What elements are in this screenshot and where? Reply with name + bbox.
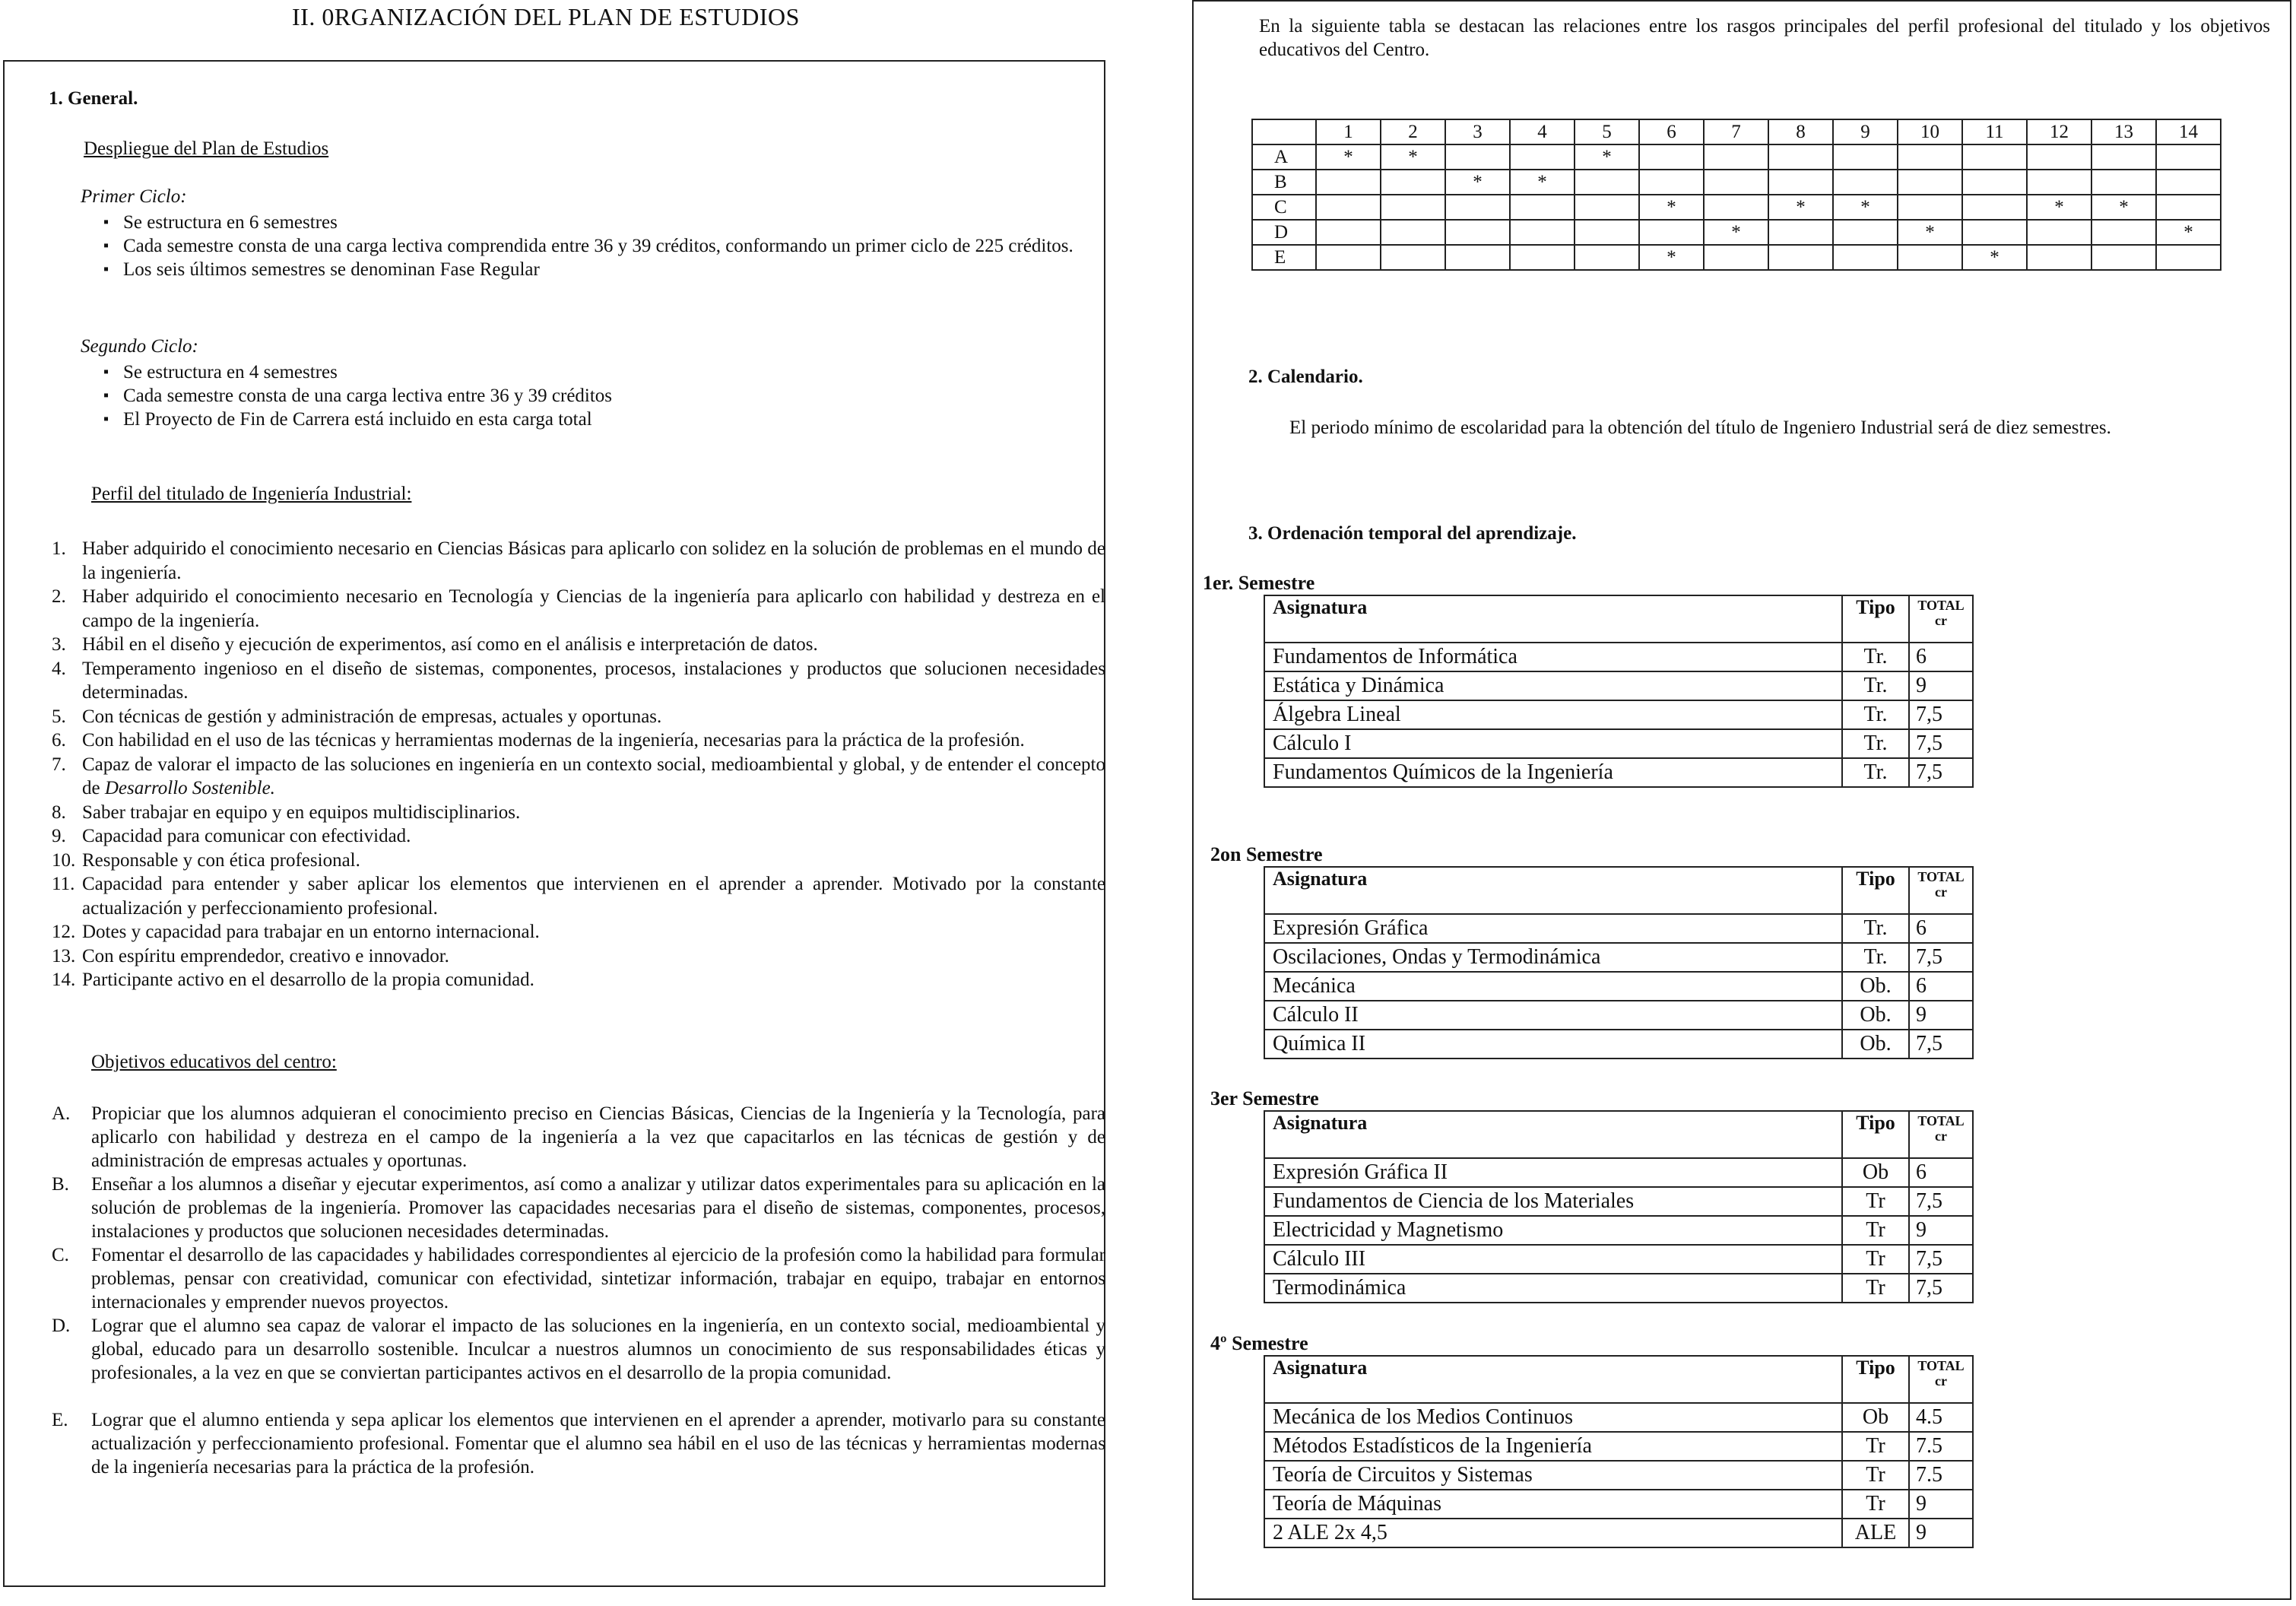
asignatura-cell: Métodos Estadísticos de la Ingeniería (1264, 1432, 1842, 1461)
perfil-item (52, 633, 1105, 657)
table-row (1264, 1274, 1973, 1303)
perfil-item (52, 657, 1105, 705)
segundo-ciclo-list (103, 360, 1101, 431)
item-letter: B. (52, 1174, 69, 1195)
tipo-cell: Tr. (1842, 700, 1909, 729)
item-text: Haber adquirido el conocimiento necesario en Ciencias Básicas para aplicarlo con solidez en la solución de problemas en el mundo de la ingeniería. (82, 538, 1105, 583)
matrix-cell (1445, 220, 1510, 245)
asignatura-cell: Cálculo III (1264, 1245, 1842, 1274)
matrix-corner-cell (1252, 119, 1316, 144)
item-text: Con técnicas de gestión y administración de empresas, actuales y oportunas. (82, 706, 662, 727)
matrix-col-header: 13 (2091, 119, 2156, 144)
matrix-cell (1768, 170, 1833, 195)
tipo-cell: Ob. (1842, 1001, 1909, 1030)
item-text: Capaz de valorar el impacto de las soluciones en ingeniería en un contexto social, medioambiental y global, y de entender el concepto de (82, 754, 1105, 798)
matrix-cell (1575, 220, 1639, 245)
perfil-item (52, 537, 1105, 585)
asignatura-cell: Expresión Gráfica II (1264, 1158, 1842, 1187)
matrix-row-header: A (1252, 144, 1316, 170)
item-text: Lograr que el alumno entienda y sepa aplicar los elementos que intervienen en el aprender a aprender, motivarlo para su constante actualización y perfeccionamiento profesional. Fomentar que el alumno sea hábil en el uso de las técnicas y herramientas modernas de la ingeniería necesarias para la práctica de la profesión. (91, 1410, 1105, 1477)
matrix-cell (1445, 195, 1510, 220)
item-emphasis: Desarrollo Sostenible. (104, 778, 275, 798)
credits-cell: 7.5 (1909, 1461, 1973, 1490)
table-row (1264, 943, 1973, 972)
asignatura-cell: Mecánica (1264, 972, 1842, 1001)
matrix-cell (2091, 245, 2156, 270)
table-row (1264, 1403, 1973, 1432)
table-row (1264, 914, 1973, 943)
matrix-cell (1639, 220, 1704, 245)
asignatura-cell: 2 ALE 2x 4,5 (1264, 1519, 1842, 1547)
matrix-cell: * (1704, 220, 1768, 245)
asignatura-cell: Estática y Dinámica (1264, 671, 1842, 700)
semester-header-row (1264, 595, 1973, 643)
semester-title: 4º Semestre (1210, 1332, 1308, 1354)
matrix-cell (2091, 220, 2156, 245)
matrix-col-header: 1 (1316, 119, 1381, 144)
total-label: TOTAL (1917, 869, 1965, 884)
matrix-cell (2027, 245, 2091, 270)
matrix-col-header: 12 (2027, 119, 2091, 144)
matrix-cell: * (1962, 245, 2027, 270)
despliegue-heading: Despliegue del Plan de Estudios (84, 138, 329, 159)
asignatura-cell: Teoría de Circuitos y Sistemas (1264, 1461, 1842, 1490)
tipo-cell: Tr (1842, 1432, 1909, 1461)
perfil-list (52, 537, 1105, 992)
tipo-cell: Tr. (1842, 729, 1909, 758)
matrix-cell (1575, 245, 1639, 270)
matrix-col-header: 14 (2156, 119, 2221, 144)
credits-cell: 7,5 (1909, 700, 1973, 729)
matrix-cell (2091, 170, 2156, 195)
matrix-col-header: 6 (1639, 119, 1704, 144)
objetivos-list (52, 1102, 1105, 1479)
matrix-cell (1381, 195, 1445, 220)
item-letter: D. (52, 1316, 71, 1336)
matrix-row (1252, 220, 2221, 245)
tipo-cell: Tr (1842, 1274, 1909, 1303)
matrix-col-header: 10 (1898, 119, 1962, 144)
item-number: 2. (52, 586, 66, 607)
item-letter: E. (52, 1410, 68, 1430)
matrix-cell (1639, 170, 1704, 195)
segundo-ciclo-label: Segundo Ciclo: (81, 336, 198, 357)
asignatura-cell: Oscilaciones, Ondas y Termodinámica (1264, 943, 1842, 972)
matrix-cell (1768, 144, 1833, 170)
table-row (1264, 1432, 1973, 1461)
cr-label: cr (1935, 1373, 1947, 1389)
tipo-cell: Tr (1842, 1187, 1909, 1216)
item-text: Con espíritu emprendedor, creativo e innovador. (82, 945, 449, 966)
matrix-cell: * (1510, 170, 1575, 195)
matrix-cell (1833, 245, 1898, 270)
table-row (1264, 729, 1973, 758)
item-text: Dotes y capacidad para trabajar en un entorno internacional. (82, 922, 540, 942)
item-letter: A. (52, 1103, 71, 1124)
section-general-heading: 1. General. (49, 88, 138, 109)
tipo-cell: Tr. (1842, 914, 1909, 943)
perfil-heading: Perfil del titulado de Ingeniería Industrial: (91, 484, 412, 504)
item-number: 12. (52, 922, 76, 942)
matrix-cell: * (2027, 195, 2091, 220)
matrix-cell (1768, 220, 1833, 245)
matrix-cell (2027, 144, 2091, 170)
item-text: Propiciar que los alumnos adquieran el conocimiento preciso en Ciencias Básicas, Ciencias de la Ingeniería y la Tecnología, para aplicarlo con habilidad y destreza en el campo de la ingeniería a la vez que capacitarlos en las técnicas de gestión y de administración de empresas actuales y oportunas. (91, 1103, 1105, 1171)
page-title: II. 0RGANIZACIÓN DEL PLAN DE ESTUDIOS (292, 3, 800, 30)
item-number: 8. (52, 801, 66, 823)
perfil-item (52, 705, 1105, 729)
table-row (1264, 1030, 1973, 1058)
tipo-cell: Tr. (1842, 643, 1909, 671)
calendario-heading: 2. Calendario. (1248, 367, 1363, 387)
matrix-cell (2156, 144, 2221, 170)
semester-header-row (1264, 867, 1973, 914)
matrix-cell (2156, 195, 2221, 220)
asignatura-cell: Química II (1264, 1030, 1842, 1058)
list-item: ▪ Cada semestre consta de una carga lectiva entre 36 y 39 créditos (103, 384, 1101, 408)
matrix-cell: * (1768, 195, 1833, 220)
matrix-cell: * (1833, 195, 1898, 220)
semester-table (1264, 1110, 1974, 1303)
matrix-row-header: E (1252, 245, 1316, 270)
table-row (1264, 1187, 1973, 1216)
item-text: Capacidad para entender y saber aplicar los elementos que intervienen en el aprender a aprender. Motivado por la constante actualización y perfeccionamiento profesional. (82, 874, 1105, 919)
semester-header-row (1264, 1356, 1973, 1403)
item-number: 4. (52, 658, 66, 679)
matrix-row-header: C (1252, 195, 1316, 220)
matrix-cell (1510, 144, 1575, 170)
item-text: Con habilidad en el uso de las técnicas y herramientas modernas de la ingeniería, necesarias para la práctica de la profesión. (82, 730, 1025, 751)
matrix-cell (1510, 195, 1575, 220)
table-row (1264, 1519, 1973, 1547)
table-row (1264, 1490, 1973, 1519)
matrix-cell (1768, 245, 1833, 270)
table-row (1264, 972, 1973, 1001)
primer-ciclo-label: Primer Ciclo: (81, 186, 187, 207)
list-item: ▪ Se estructura en 6 semestres (103, 211, 1101, 234)
matrix-cell: * (2091, 195, 2156, 220)
matrix-cell (1316, 245, 1381, 270)
total-cr-header (1909, 595, 1973, 643)
matrix-cell (1381, 245, 1445, 270)
matrix-cell (2091, 144, 2156, 170)
semester-title: 2on Semestre (1210, 843, 1323, 865)
asignatura-header: Asignatura (1264, 1356, 1842, 1403)
calendario-text: El periodo mínimo de escolaridad para la obtención del título de Ingeniero Industrial será de diez semestres. (1289, 417, 2111, 438)
matrix-cell (1962, 195, 2027, 220)
item-number: 5. (52, 706, 66, 727)
asignatura-cell: Fundamentos Químicos de la Ingeniería (1264, 758, 1842, 787)
item-text: Fomentar el desarrollo de las capacidades y habilidades correspondientes al ejercicio de la profesión como la habilidad para formular problemas, pensar con creatividad, comunicar con efectividad, sintetizar información, trabajar en equipo, trabajar en entornos internacionales y emprender nuevos proyectos. (91, 1245, 1105, 1312)
matrix-cell (1510, 220, 1575, 245)
list-item: ▪ Se estructura en 4 semestres (103, 360, 1101, 384)
matrix-cell (1898, 245, 1962, 270)
item-text: Lograr que el alumno sea capaz de valorar el impacto de las soluciones en la ingeniería, en un contexto social, medioambiental y global, educado para un desarrollo sostenible. Inculcar a nuestros alumnos un conocimiento de sus responsabilidades éticas y profesionales, a la vez en que se conviertan participantes activos en el desarrollo de la propia comunidad. (91, 1316, 1105, 1383)
asignatura-header: Asignatura (1264, 867, 1842, 914)
credits-cell: 4.5 (1909, 1403, 1973, 1432)
perfil-item (52, 968, 1105, 992)
matrix-cell (1445, 245, 1510, 270)
item-number: 9. (52, 826, 66, 846)
asignatura-cell: Electricidad y Magnetismo (1264, 1216, 1842, 1245)
matrix-col-header: 5 (1575, 119, 1639, 144)
credits-cell: 9 (1909, 671, 1973, 700)
list-item: ▪ Cada semestre consta de una carga lectiva comprendida entre 36 y 39 créditos, conformando un primer ciclo de 225 créditos. (103, 234, 1101, 258)
credits-cell: 6 (1909, 972, 1973, 1001)
table-row (1264, 1001, 1973, 1030)
matrix-cell (1316, 170, 1381, 195)
item-text: Responsable y con ética profesional. (82, 849, 360, 871)
matrix-cell (1898, 195, 1962, 220)
matrix-cell (1445, 144, 1510, 170)
tipo-header: Tipo (1842, 867, 1909, 914)
credits-cell: 7,5 (1909, 729, 1973, 758)
right-column-frame (1192, 0, 2291, 1600)
matrix-cell (1833, 220, 1898, 245)
tipo-header: Tipo (1842, 595, 1909, 643)
item-text: Hábil en el diseño y ejecución de experimentos, así como en el análisis e interpretación de datos. (82, 634, 818, 655)
matrix-cell (2156, 170, 2221, 195)
credits-cell: 7,5 (1909, 1187, 1973, 1216)
item-text: Enseñar a los alumnos a diseñar y ejecutar experimentos, así como a analizar y utilizar datos experimentales para su aplicación en la solución de problemas de la ingeniería. Promover las capacidades necesarias para el diseño de sistemas, componentes, procesos, instalaciones y productos que solucionen necesidades determinadas. (91, 1174, 1105, 1242)
tipo-header: Tipo (1842, 1111, 1909, 1158)
ordenacion-heading: 3. Ordenación temporal del aprendizaje. (1248, 523, 1577, 544)
total-label: TOTAL (1917, 598, 1965, 613)
matrix-row (1252, 195, 2221, 220)
credits-cell: 7,5 (1909, 1245, 1973, 1274)
total-cr-header (1909, 1356, 1973, 1403)
credits-cell: 9 (1909, 1519, 1973, 1547)
item-text: Capacidad para comunicar con efectividad. (82, 826, 411, 846)
list-item: ▪ El Proyecto de Fin de Carrera está incluido en esta carga total (103, 408, 1101, 431)
semester-table (1264, 866, 1974, 1059)
item-number: 3. (52, 634, 66, 655)
perfil-item (52, 801, 1105, 825)
credits-cell: 6 (1909, 643, 1973, 671)
item-text: Haber adquirido el conocimiento necesario en Tecnología y Ciencias de la ingeniería para aplicarlo con habilidad y destreza en el campo de la ingeniería. (82, 586, 1105, 631)
perfil-item (52, 920, 1105, 944)
matrix-row-header: D (1252, 220, 1316, 245)
tipo-cell: Ob (1842, 1158, 1909, 1187)
matrix-row (1252, 170, 2221, 195)
matrix-cell: * (1639, 195, 1704, 220)
matrix-row (1252, 245, 2221, 270)
matrix-row (1252, 144, 2221, 170)
item-number: 7. (52, 754, 66, 775)
matrix-cell (2156, 245, 2221, 270)
credits-cell: 7.5 (1909, 1432, 1973, 1461)
table-row (1264, 1158, 1973, 1187)
matrix-cell (1898, 170, 1962, 195)
credits-cell: 7,5 (1909, 943, 1973, 972)
total-label: TOTAL (1917, 1358, 1965, 1373)
matrix-cell (1833, 144, 1898, 170)
credits-cell: 9 (1909, 1001, 1973, 1030)
objetivo-item (52, 1314, 1105, 1385)
matrix-cell (1962, 220, 2027, 245)
cr-label: cr (1935, 1128, 1947, 1144)
table-row (1264, 758, 1973, 787)
perfil-item (52, 849, 1105, 873)
matrix-cell: * (1575, 144, 1639, 170)
matrix-cell: * (1445, 170, 1510, 195)
asignatura-cell: Cálculo I (1264, 729, 1842, 758)
matrix-cell (1575, 195, 1639, 220)
cr-label: cr (1935, 884, 1947, 900)
credits-cell: 9 (1909, 1216, 1973, 1245)
tipo-cell: Tr (1842, 1490, 1909, 1519)
semester-table (1264, 595, 1974, 788)
table-row (1264, 1216, 1973, 1245)
matrix-cell: * (1639, 245, 1704, 270)
semester-title: 1er. Semestre (1203, 572, 1315, 594)
matrix-intro: En la siguiente tabla se destacan las relaciones entre los rasgos principales del perfil profesional del titulado y los objetivos educativos del Centro. (1259, 16, 2270, 60)
asignatura-header: Asignatura (1264, 595, 1842, 643)
semester-header-row (1264, 1111, 1973, 1158)
matrix-row-header: B (1252, 170, 1316, 195)
table-row (1264, 671, 1973, 700)
asignatura-cell: Teoría de Máquinas (1264, 1490, 1842, 1519)
asignatura-cell: Fundamentos de Ciencia de los Materiales (1264, 1187, 1842, 1216)
matrix-col-header: 4 (1510, 119, 1575, 144)
objetivos-heading: Objetivos educativos del centro: (91, 1052, 337, 1072)
total-cr-header (1909, 867, 1973, 914)
item-number: 6. (52, 730, 66, 751)
matrix-cell (1316, 195, 1381, 220)
list-item: ▪ Los seis últimos semestres se denominan Fase Regular (103, 258, 1101, 281)
total-label: TOTAL (1917, 1113, 1965, 1128)
semester-title: 3er Semestre (1210, 1087, 1319, 1109)
tipo-cell: Tr. (1842, 758, 1909, 787)
matrix-cell (1704, 245, 1768, 270)
item-number: 11. (52, 874, 75, 894)
objetivo-item (52, 1408, 1105, 1479)
credits-cell: 7,5 (1909, 1030, 1973, 1058)
tipo-cell: Tr (1842, 1245, 1909, 1274)
asignatura-header: Asignatura (1264, 1111, 1842, 1158)
table-row (1264, 643, 1973, 671)
matrix-cell (1575, 170, 1639, 195)
credits-cell: 6 (1909, 1158, 1973, 1187)
table-row (1264, 700, 1973, 729)
tipo-cell: Ob. (1842, 972, 1909, 1001)
left-column-frame (3, 60, 1105, 1587)
credits-cell: 9 (1909, 1490, 1973, 1519)
item-text: Temperamento ingenioso en el diseño de sistemas, componentes, procesos, instalaciones y productos que solucionen necesidades determinadas. (82, 658, 1105, 703)
asignatura-cell: Álgebra Lineal (1264, 700, 1842, 729)
matrix-cell (1962, 144, 2027, 170)
profile-objectives-matrix (1251, 119, 2221, 271)
semester-table (1264, 1355, 1974, 1548)
matrix-cell (1510, 245, 1575, 270)
credits-cell: 6 (1909, 914, 1973, 943)
matrix-col-header: 8 (1768, 119, 1833, 144)
perfil-item (52, 824, 1105, 849)
objetivo-item (52, 1243, 1105, 1314)
item-number: 14. (52, 970, 76, 990)
matrix-col-header: 3 (1445, 119, 1510, 144)
asignatura-cell: Mecánica de los Medios Continuos (1264, 1403, 1842, 1432)
credits-cell: 7,5 (1909, 758, 1973, 787)
matrix-cell (1316, 220, 1381, 245)
asignatura-cell: Fundamentos de Informática (1264, 643, 1842, 671)
matrix-cell (1962, 170, 2027, 195)
item-letter: C. (52, 1245, 69, 1265)
matrix-cell: * (2156, 220, 2221, 245)
asignatura-cell: Expresión Gráfica (1264, 914, 1842, 943)
matrix-cell (1898, 144, 1962, 170)
matrix-cell (1704, 195, 1768, 220)
tipo-cell: Tr (1842, 1216, 1909, 1245)
item-number: 13. (52, 945, 76, 966)
perfil-item (52, 585, 1105, 633)
matrix-cell: * (1316, 144, 1381, 170)
matrix-cell (1833, 170, 1898, 195)
objetivo-item (52, 1173, 1105, 1243)
perfil-item (52, 728, 1105, 753)
tipo-cell: Ob (1842, 1403, 1909, 1432)
perfil-item (52, 872, 1105, 920)
matrix-col-header: 7 (1704, 119, 1768, 144)
total-cr-header (1909, 1111, 1973, 1158)
tipo-cell: Tr. (1842, 671, 1909, 700)
primer-ciclo-list (103, 211, 1101, 281)
tipo-header: Tipo (1842, 1356, 1909, 1403)
matrix-cell (1381, 170, 1445, 195)
matrix-cell (1381, 220, 1445, 245)
asignatura-cell: Termodinámica (1264, 1274, 1842, 1303)
table-row (1264, 1245, 1973, 1274)
asignatura-cell: Cálculo II (1264, 1001, 1842, 1030)
item-text: Participante activo en el desarrollo de la propia comunidad. (82, 970, 534, 990)
perfil-item (52, 753, 1105, 801)
item-number: 1. (52, 538, 66, 559)
credits-cell: 7,5 (1909, 1274, 1973, 1303)
tipo-cell: Ob. (1842, 1030, 1909, 1058)
matrix-col-header: 2 (1381, 119, 1445, 144)
item-text: Saber trabajar en equipo y en equipos multidisciplinarios. (82, 801, 521, 823)
matrix-cell: * (1381, 144, 1445, 170)
item-number: 10. (52, 849, 76, 871)
tipo-cell: ALE (1842, 1519, 1909, 1547)
matrix-cell (1704, 144, 1768, 170)
matrix-cell (2027, 170, 2091, 195)
matrix-cell (2027, 220, 2091, 245)
matrix-cell (1639, 144, 1704, 170)
objetivo-item (52, 1102, 1105, 1173)
matrix-col-header: 11 (1962, 119, 2027, 144)
matrix-col-header: 9 (1833, 119, 1898, 144)
matrix-cell (1704, 170, 1768, 195)
matrix-cell: * (1898, 220, 1962, 245)
perfil-item (52, 944, 1105, 969)
tipo-cell: Tr (1842, 1461, 1909, 1490)
table-row (1264, 1461, 1973, 1490)
tipo-cell: Tr. (1842, 943, 1909, 972)
cr-label: cr (1935, 613, 1947, 628)
